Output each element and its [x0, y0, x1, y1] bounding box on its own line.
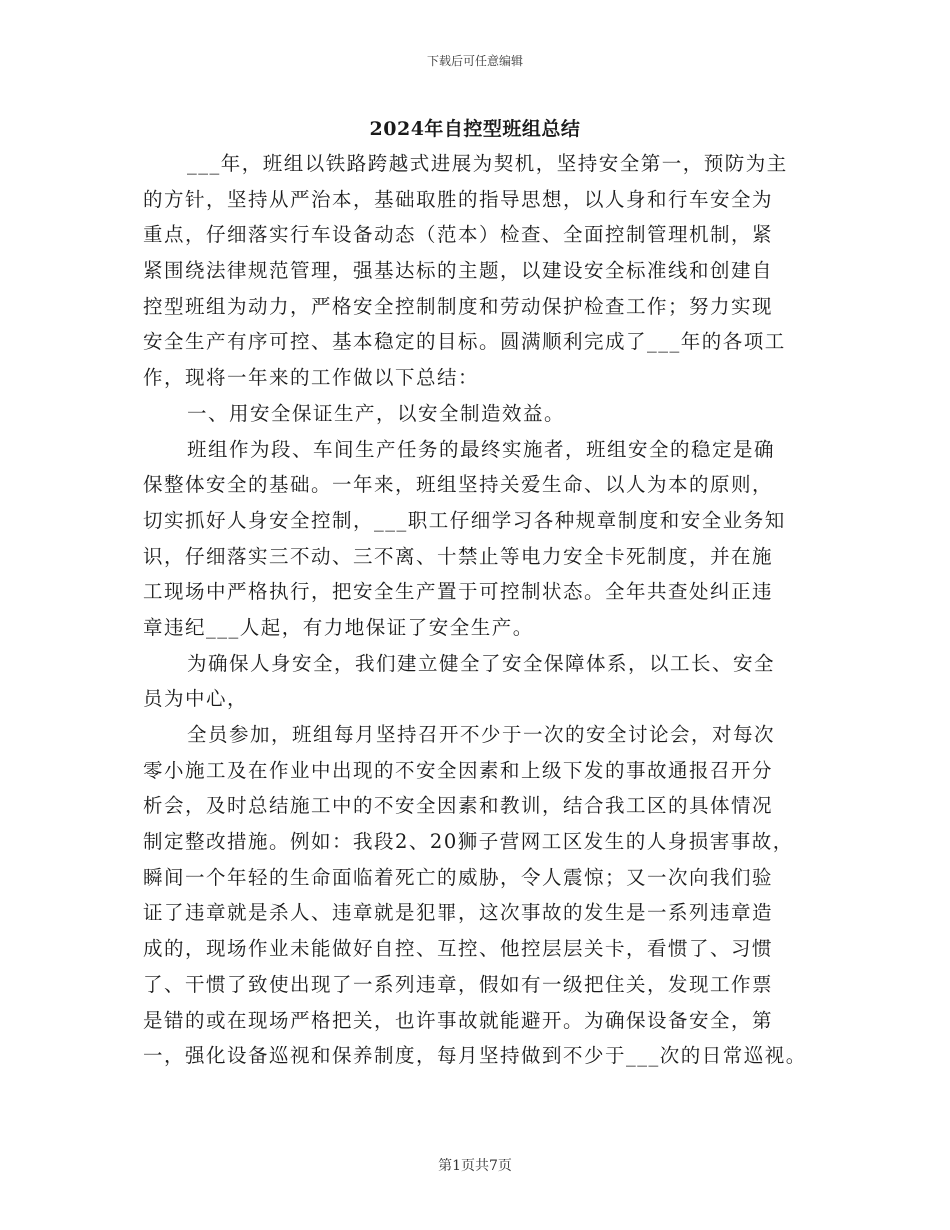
text-line: 员为中心，	[143, 687, 249, 711]
text-line: 工现场中严格执行，把安全生产置于可控制状态。全年共查处纠正违	[143, 580, 774, 604]
text-line: 制定整改措施。例如：我段2、20狮子营网工区发生的人身损害事故，	[143, 830, 794, 854]
text-line: 全员参加，班组每月坚持召开不少于一次的安全讨论会，对每次	[187, 723, 776, 746]
text-line: 重点，仔细落实行车设备动态（范本）检查、全面控制管理机制，紧	[143, 223, 774, 247]
text-line: 紧围绕法律规范管理，强基达标的主题，以建设安全标准线和创建自	[143, 259, 774, 283]
text-line: 识，仔细落实三不动、三不离、十禁止等电力安全卡死制度，并在施	[143, 544, 774, 568]
text-line: 析会，及时总结施工中的不安全因素和教训，结合我工区的具体情况	[143, 794, 774, 818]
text-line: 是错的或在现场严格把关，也许事故就能避开。为确保设备安全，第	[143, 1008, 774, 1032]
document-body	[143, 146, 823, 1074]
text-line: 的方针，坚持从严治本，基础取胜的指导思想，以人身和行车安全为	[143, 187, 774, 211]
text-line: 了、干惯了致使出现了一系列违章，假如有一级把住关，发现工作票	[143, 972, 774, 996]
text-line: ___年，班组以铁路跨越式进展为契机，坚持安全第一，预防为主	[187, 152, 788, 175]
header-note: 下载后可任意编辑	[426, 54, 523, 68]
text-line: 安全生产有序可控、基本稳定的目标。圆满顺利完成了___年的各项工	[143, 330, 786, 354]
text-line: 章违纪___人起，有力地保证了安全生产。	[143, 615, 534, 639]
text-line: 班组作为段、车间生产任务的最终实施者，班组安全的稳定是确	[187, 437, 776, 461]
section-heading: 一、用安全保证生产，以安全制造效益。	[187, 401, 566, 425]
text-line: 证了违章就是杀人、违章就是犯罪，这次事故的发生是一系列违章造	[143, 901, 774, 925]
text-line: 控型班组为动力，严格安全控制制度和劳动保护检查工作；努力实现	[143, 294, 774, 318]
document-title: 2024年自控型班组总结	[369, 118, 581, 140]
text-line: 一，强化设备巡视和保养制度，每月坚持做到不少于___次的日常巡视。	[143, 1044, 807, 1068]
text-line: 成的，现场作业未能做好自控、互控、他控层层关卡，看惯了、习惯	[143, 937, 774, 961]
page-number: 第1页共7页	[438, 1158, 512, 1174]
text-line: 作，现将一年来的工作做以下总结：	[143, 366, 480, 390]
text-line: 为确保人身安全，我们建立健全了安全保障体系，以工长、安全	[187, 651, 776, 675]
text-line: 瞬间一个年轻的生命面临着死亡的威胁，令人震惊；又一次向我们验	[143, 865, 774, 889]
text-line: 切实抓好人身安全控制，___职工仔细学习各种规章制度和安全业务知	[143, 508, 786, 532]
text-line: 保整体安全的基础。一年来，班组坚持关爱生命、以人为本的原则，	[143, 473, 774, 497]
text-line: 零小施工及在作业中出现的不安全因素和上级下发的事故通报召开分	[143, 758, 774, 782]
